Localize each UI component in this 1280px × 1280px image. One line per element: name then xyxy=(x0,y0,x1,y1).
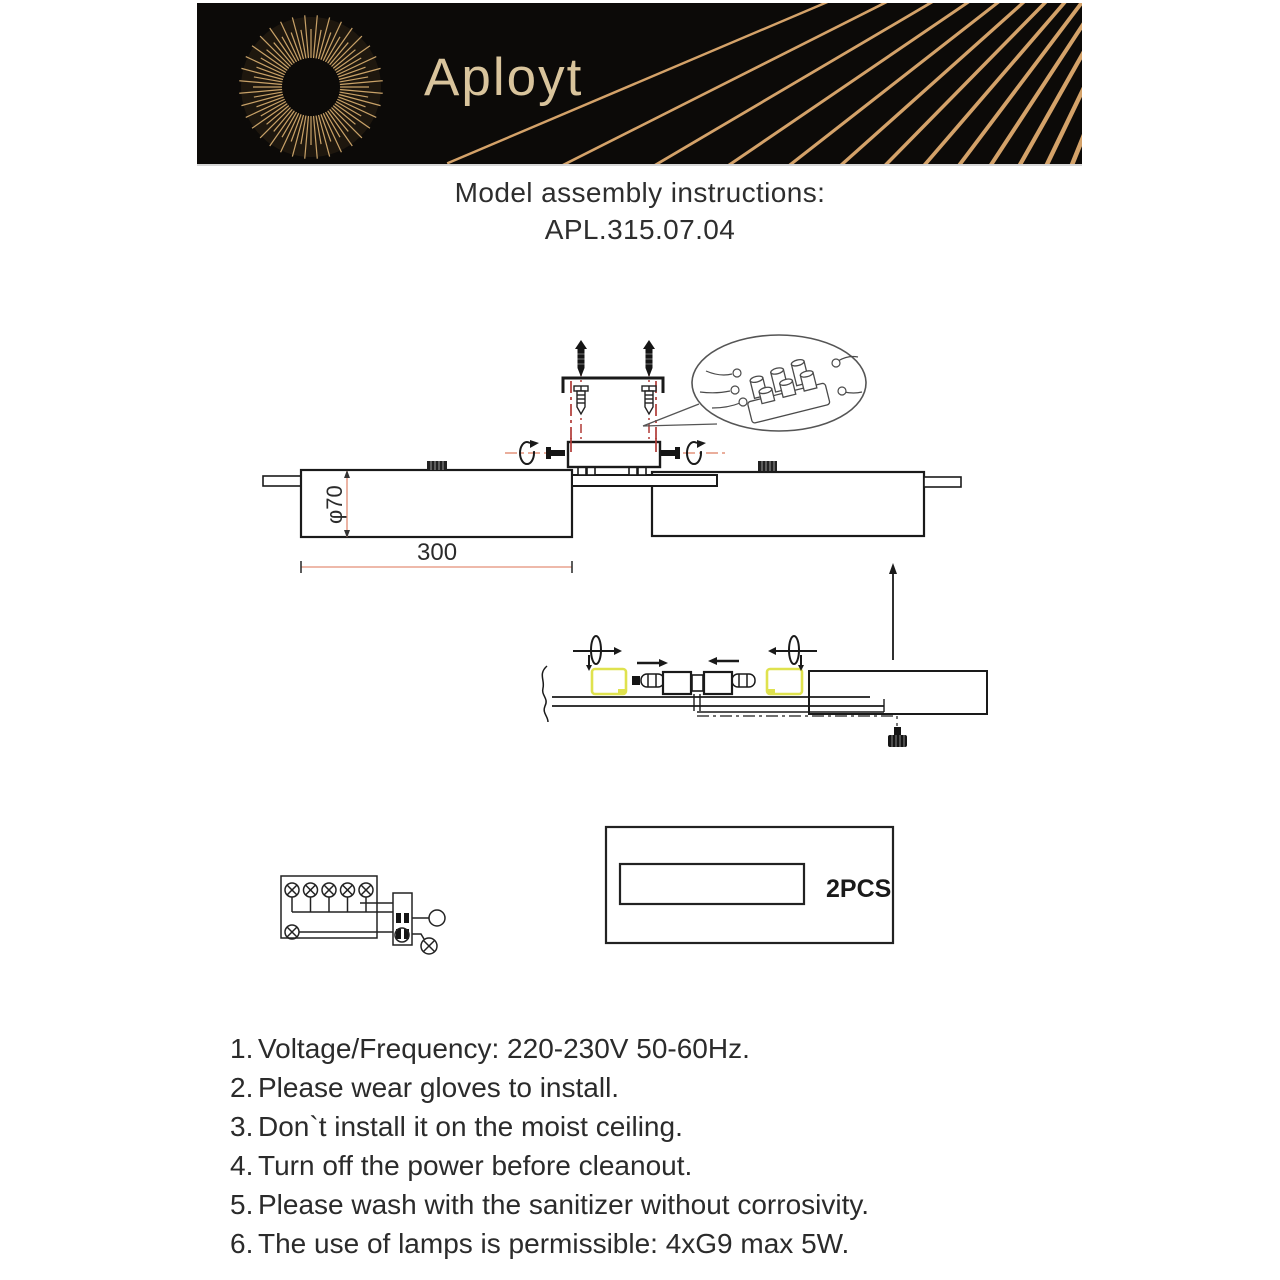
dim-diameter-label: φ70 xyxy=(322,485,347,524)
item-number: 1. xyxy=(230,1033,254,1064)
list-item xyxy=(230,1150,869,1189)
item-text: Please wash with the sanitizer without corrosivity. xyxy=(258,1189,870,1220)
item-text: Please wear gloves to install. xyxy=(258,1072,620,1103)
item-text: The use of lamps is permissible: 4xG9 max 5W. xyxy=(258,1228,850,1259)
junction-symbol xyxy=(429,910,445,926)
item-number: 5. xyxy=(230,1189,254,1220)
mounting-diagram xyxy=(263,335,961,573)
instructions-list xyxy=(230,1033,869,1267)
item-number: 6. xyxy=(230,1228,254,1259)
model-number: APL.315.07.04 xyxy=(544,214,736,245)
bulb-install-diagram xyxy=(542,563,987,747)
item-number: 4. xyxy=(230,1150,254,1181)
list-item xyxy=(230,1072,869,1111)
insert-arrow-icon xyxy=(637,657,739,667)
package-contents-box xyxy=(606,827,893,943)
list-item xyxy=(230,1033,869,1072)
item-number: 2. xyxy=(230,1072,254,1103)
right-end-pin xyxy=(924,477,961,487)
center-plate xyxy=(572,475,717,486)
terminal-callout xyxy=(643,335,866,431)
brand-logo-text: Aployt xyxy=(424,48,584,107)
item-text: Turn off the power before cleanout. xyxy=(258,1150,693,1181)
wall-anchor-icon xyxy=(575,340,655,377)
wiring-diagram xyxy=(281,876,445,954)
fixing-knob-icon xyxy=(888,727,907,747)
list-item xyxy=(230,1111,869,1150)
item-number: 3. xyxy=(230,1111,254,1142)
pcs-label: 2PCS xyxy=(826,875,892,903)
item-text: Voltage/Frequency: 220-230V 50-60Hz. xyxy=(258,1033,750,1064)
lamp-symbol xyxy=(285,883,373,897)
item-text: Don`t install it on the moist ceiling. xyxy=(258,1111,683,1142)
left-end-pin xyxy=(263,476,301,486)
list-item xyxy=(230,1189,869,1228)
screw-icon xyxy=(574,386,656,414)
shade-tube xyxy=(809,671,987,714)
dimension-length xyxy=(301,539,572,573)
glass-shade-part xyxy=(620,864,804,904)
doc-title: Model assembly instructions: xyxy=(454,177,826,208)
rotate-symbol-icon xyxy=(573,636,817,671)
dim-length-label: 300 xyxy=(417,539,458,566)
canopy xyxy=(568,442,660,467)
list-item xyxy=(230,1228,869,1267)
